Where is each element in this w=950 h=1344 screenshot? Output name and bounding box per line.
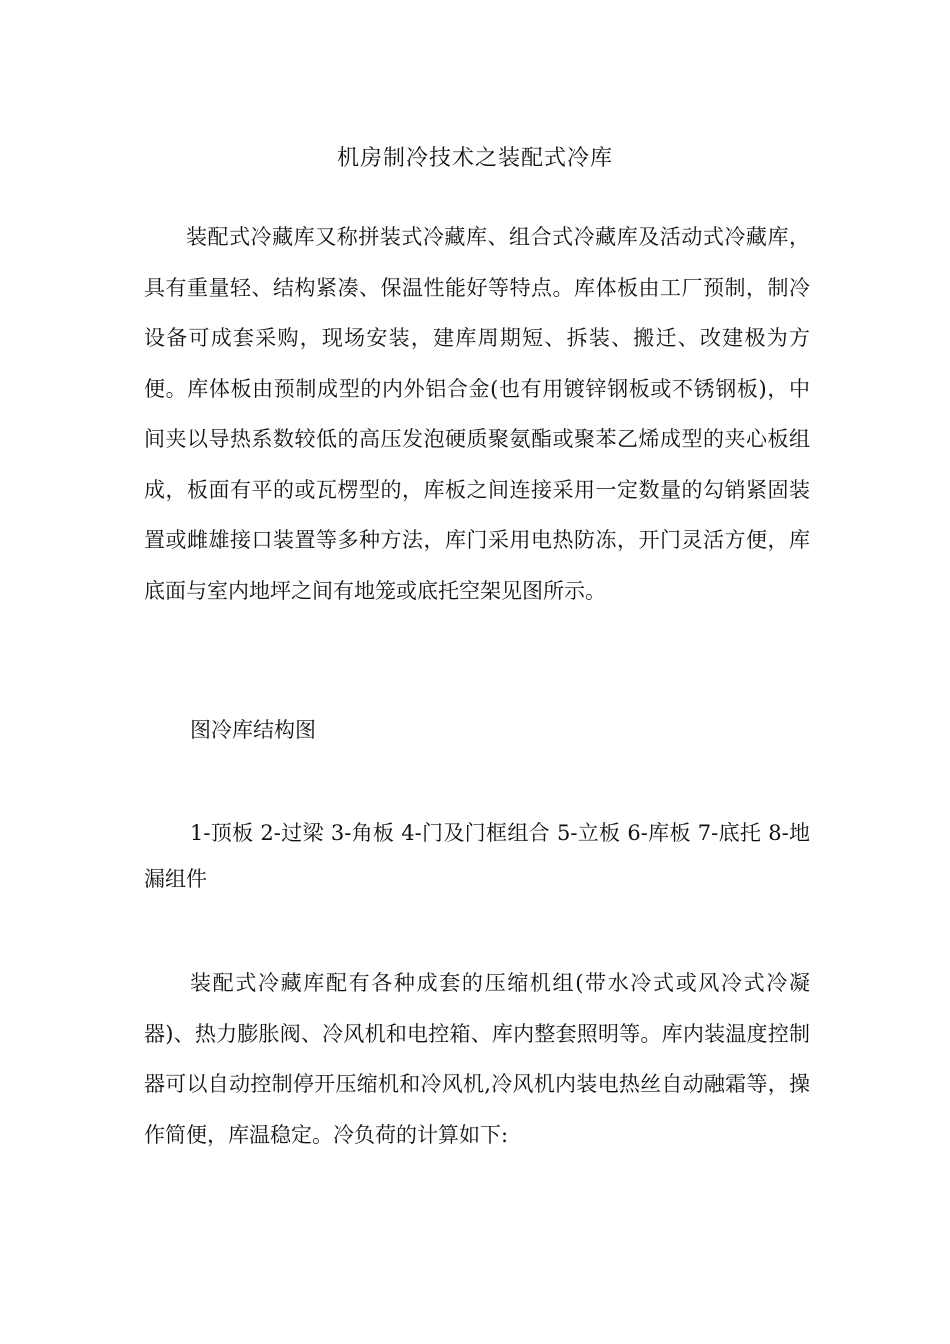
paragraph-equipment: 装配式冷藏库配有各种成套的压缩机组(带水冷式或风冷式冷凝器)、热力膨胀阀、冷风机和电控箱、库内整套照明等。库内装温度控制器可以自动控制停开压缩机和冷风机,冷风机内装电热丝自动融霜等，操作简便，库温稳定。冷负荷的计算如下: bbox=[144, 971, 810, 1147]
figure-legend: 1-顶板 2-过梁 3-角板 4-门及门框组合 5-立板 6-库板 7-底托 8-地漏组件 bbox=[144, 821, 810, 891]
document-title: 机房制冷技术之装配式冷库 bbox=[336, 146, 613, 171]
paragraph-intro: 装配式冷藏库又称拼装式冷藏库、组合式冷藏库及活动式冷藏库，具有重量轻、结构紧凑、保温性能好等特点。库体板由工厂预制，制冷设备可成套采购，现场安装，建库周期短、拆装、搬迁、改建极为方便。库体板由预制成型的内外铝合金(也有用镀锌钢板或不锈钢板)，中间夹以导热系数较低的高压发泡硬质聚氨酯或聚苯乙烯成型的夹心板组成，板面有平的或瓦楞型的，库板之间连接采用一定数量的勾销紧固装置或雌雄接口装置等多种方法，库门采用电热防冻，开门灵活方便，库底面与室内地坪之间有地笼或底托空架见图所示。 bbox=[144, 225, 810, 603]
figure-caption: 图冷库结构图 bbox=[190, 718, 316, 742]
